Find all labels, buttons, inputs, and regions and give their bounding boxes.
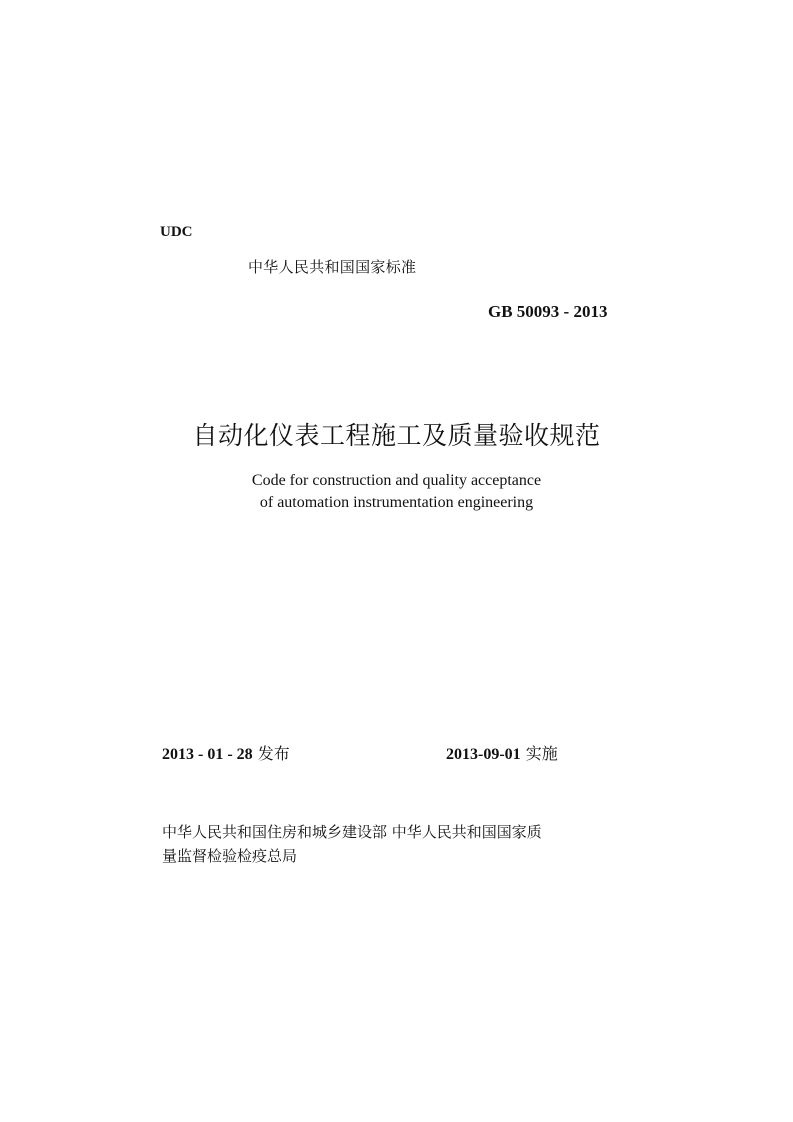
issue-label: 发布 xyxy=(257,744,290,763)
english-title-line-1: Code for construction and quality acceptance xyxy=(251,472,542,489)
english-title-line-2: of automation instrumentation engineering xyxy=(259,494,534,511)
issue-date-block xyxy=(162,741,290,764)
implementation-date-block xyxy=(446,741,558,764)
issuing-authority xyxy=(162,820,632,868)
udc-label: UDC xyxy=(160,224,193,240)
document-title-chinese: 自动化仪表工程施工及质量验收规范 xyxy=(192,421,601,450)
document-title-english xyxy=(0,470,793,514)
national-standard-heading: 中华人民共和国国家标准 xyxy=(248,258,417,276)
issue-date: 2013 - 01 - 28 xyxy=(162,746,253,763)
implementation-date: 2013-09-01 xyxy=(446,746,521,763)
issuer-line-1: 中华人民共和国住房和城乡建设部 中华人民共和国国家质 xyxy=(162,823,542,841)
issuer-line-2: 量监督检验检疫总局 xyxy=(162,847,298,865)
implementation-label: 实施 xyxy=(525,744,558,763)
standard-number: GB 50093 - 2013 xyxy=(488,302,608,321)
